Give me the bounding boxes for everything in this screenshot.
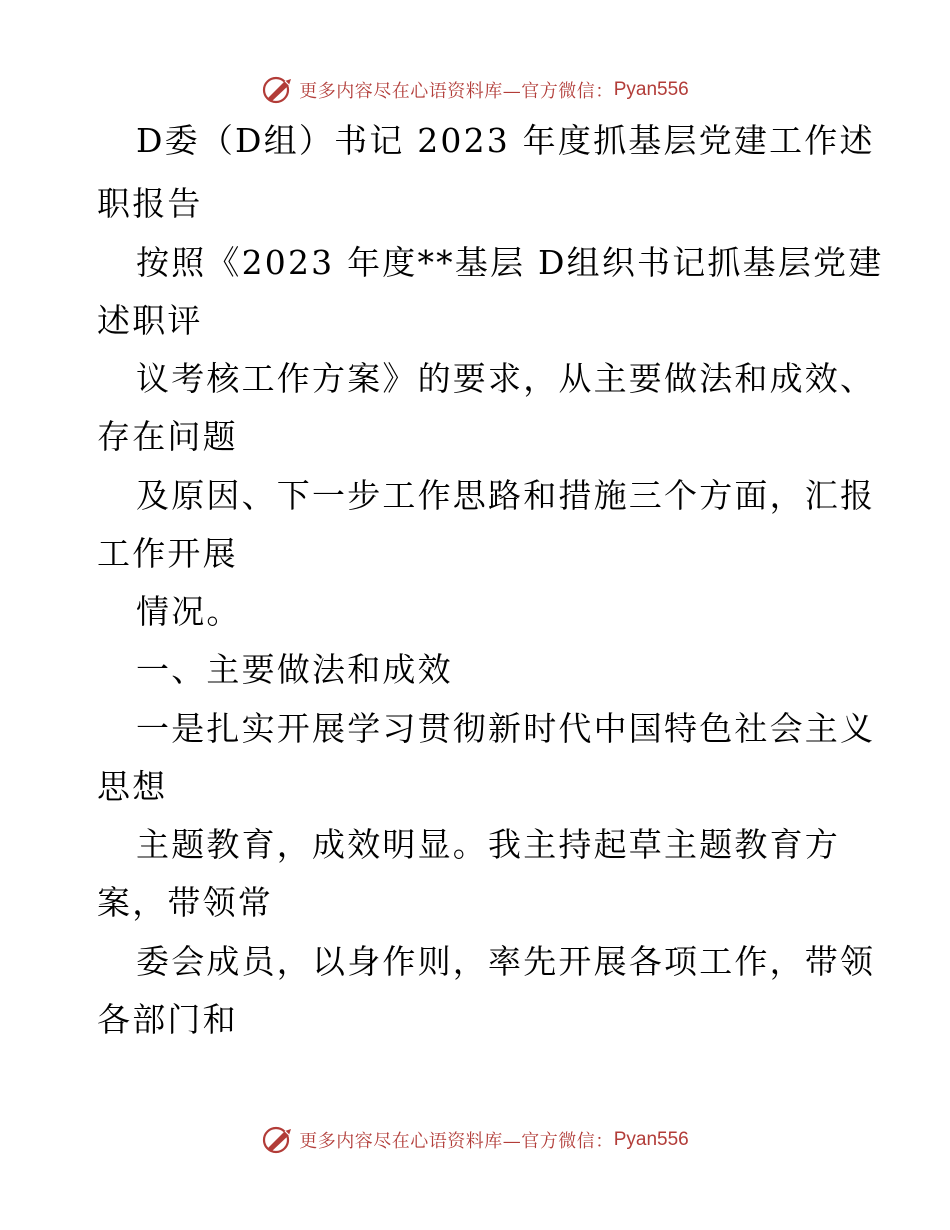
paragraph-line: 主题教育，成效明显。我主持起草主题教育方 <box>136 825 840 864</box>
section-heading: 一、主要做法和成效 <box>136 650 453 689</box>
paragraph-line: 委会成员，以身作则，率先开展各项工作，带领 <box>136 942 876 981</box>
watermark-handle: Pyan556 <box>613 79 689 100</box>
watermark-text: 更多内容尽在心语资料库—官方微信： <box>299 81 614 102</box>
paragraph-line: 一是扎实开展学习贯彻新时代中国特色社会主义 <box>136 709 876 748</box>
paragraph-line: 述职评 <box>97 301 203 340</box>
watermark-text: 更多内容尽在心语资料库—官方微信： <box>299 1131 614 1152</box>
paragraph-line: 案，带领常 <box>97 883 273 922</box>
paragraph-line: 存在问题 <box>97 417 238 456</box>
title-line-2: 职报告 <box>97 184 203 223</box>
pen-logo-icon <box>261 75 297 105</box>
paragraph-line: 及原因、下一步工作思路和措施三个方面，汇报 <box>136 476 876 515</box>
watermark-header <box>0 75 950 105</box>
paragraph-line: 思想 <box>97 767 168 806</box>
watermark-footer <box>0 1125 950 1155</box>
paragraph-line: 工作开展 <box>97 534 238 573</box>
paragraph-line: 议考核工作方案》的要求，从主要做法和成效、 <box>136 359 876 398</box>
pen-logo-icon <box>261 1125 297 1155</box>
paragraph-line: 按照《2023 年度**基层 D组织书记抓基层党建 <box>136 243 884 282</box>
title-line-1: D委（D组）书记 2023 年度抓基层党建工作述 <box>136 121 875 160</box>
watermark-handle: Pyan556 <box>613 1129 689 1150</box>
paragraph-line: 情况。 <box>136 592 242 631</box>
paragraph-line: 各部门和 <box>97 1000 238 1039</box>
